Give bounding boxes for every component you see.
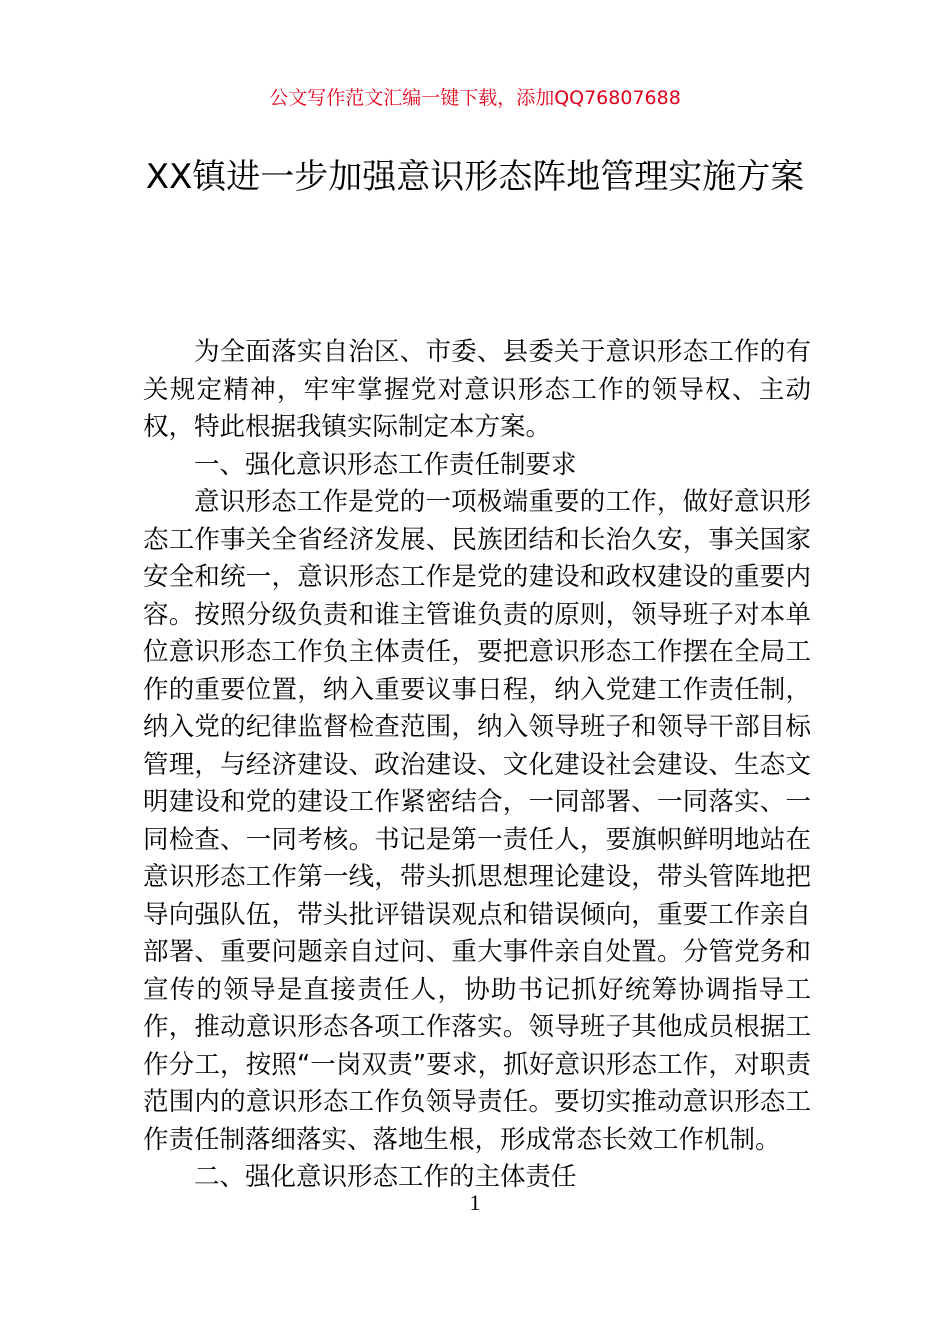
section-1-paragraph: 意识形态工作是党的一项极端重要的工作，做好意识形态工作事关全省经济发展、民族团结和长治久安，事关国家安全和统一，意识形态工作是党的建设和政权建设的重要内容。按照分级负责和谁主管谁负责的原则，领导班子对本单位意识形态工作负主体责任，要把意识形态工作摆在全局工作的重要位置，纳入重要议事日程，纳入党建工作责任制，纳入党的纪律监督检查范围，纳入领导班子和领导干部目标管理，与经济建设、政治建设、文化建设社会建设、生态文明建设和党的建设工作紧密结合，一同部署、一同落实、一同检查、一同考核。书记是第一责任人，要旗帜鲜明地站在意识形态工作第一线，带头抓思想理论建设，带头管阵地把导向强队伍，带头批评错误观点和错误倾向，重要工作亲自部署、重要问题亲自过问、重大事件亲自处置。分管党务和宣传的领导是直接责任人，协助书记抓好统筹协调指导工作，推动意识形态各项工作落实。领导班子其他成员根据工作分工，按照“一岗双责”要求，抓好意识形态工作，对职责范围内的意识形态工作负领导责任。要切实推动意识形态工作责任制落细落实、落地生根，形成常态长效工作机制。	[143, 487, 811, 1155]
page-number: 1	[469, 1190, 481, 1215]
section-heading-1: 一、强化意识形态工作责任制要求	[194, 449, 577, 480]
section-heading-2: 二、强化意识形态工作的主体责任	[194, 1162, 577, 1192]
intro-paragraph: 为全面落实自治区、市委、县委关于意识形态工作的有关规定精神，牢牢掌握党对意识形态工作的领导权、主动权，特此根据我镇实际制定本方案。	[143, 337, 811, 442]
document-body	[143, 334, 811, 1197]
download-banner: 公文写作范文汇编一键下载，添加QQ76807688	[269, 87, 681, 109]
document-title: XX镇进一步加强意识形态阵地管理实施方案	[145, 157, 805, 197]
